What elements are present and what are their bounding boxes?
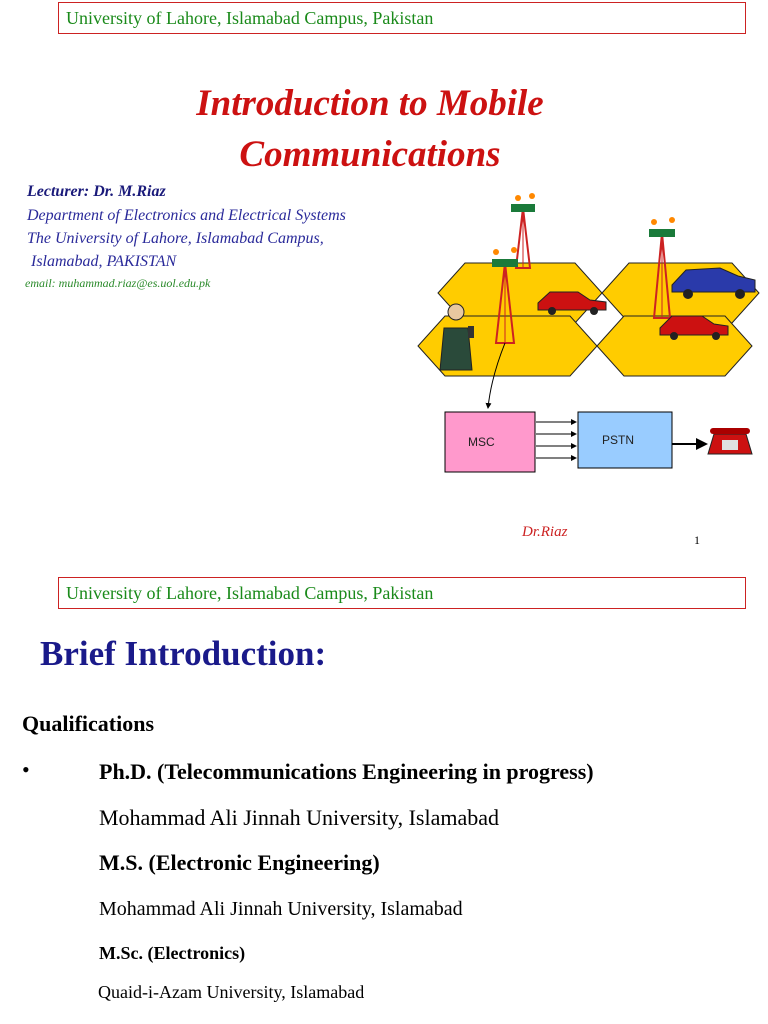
qualifications-title: Qualifications: [22, 711, 155, 736]
qualification-ms-university: Mohammad Ali Jinnah University, Islamabad: [99, 898, 463, 920]
trunk-lines: [536, 422, 576, 458]
qualification-msc: M.Sc. (Electronics): [99, 943, 246, 963]
lecturer-email: email: muhammad.riaz@es.uol.edu.pk: [25, 276, 211, 290]
department-line-1: Department of Electronics and Electrical Systems: [27, 207, 346, 224]
qualification-ms: M.S. (Electronic Engineering): [99, 850, 380, 875]
slide1-footer-name: Dr.Riaz: [522, 524, 568, 540]
telephone-icon: [708, 428, 752, 454]
title-line-2: Communications: [239, 134, 501, 175]
mobile-network-diagram: [410, 178, 760, 478]
pstn-label: PSTN: [602, 433, 635, 447]
slide2-banner: University of Lahore, Islamabad Campus, Pakistan: [58, 577, 746, 609]
bullet-point: •: [22, 757, 30, 782]
cell-tower-icon: [511, 193, 535, 268]
pstn-box: [578, 412, 672, 468]
msc-label: MSC: [468, 435, 495, 449]
brief-introduction-heading: Brief Introduction:: [40, 634, 327, 673]
title-line-1: Introduction to Mobile: [196, 83, 544, 124]
department-line-3: Islamabad, PAKISTAN: [31, 253, 177, 270]
lecturer-name: Lecturer: Dr. M.Riaz: [27, 183, 166, 200]
msc-box: [445, 412, 535, 472]
slide-title: [90, 78, 650, 180]
slide1-banner: University of Lahore, Islamabad Campus, Pakistan: [58, 2, 746, 34]
slide1-page-number: 1: [694, 533, 700, 547]
department-line-2: The University of Lahore, Islamabad Campus,: [27, 230, 324, 247]
qualification-msc-university: Quaid-i-Azam University, Islamabad: [98, 982, 365, 1002]
qualification-phd: Ph.D. (Telecommunications Engineering in progress): [99, 759, 594, 784]
qualification-phd-university: Mohammad Ali Jinnah University, Islamabad: [99, 805, 500, 830]
